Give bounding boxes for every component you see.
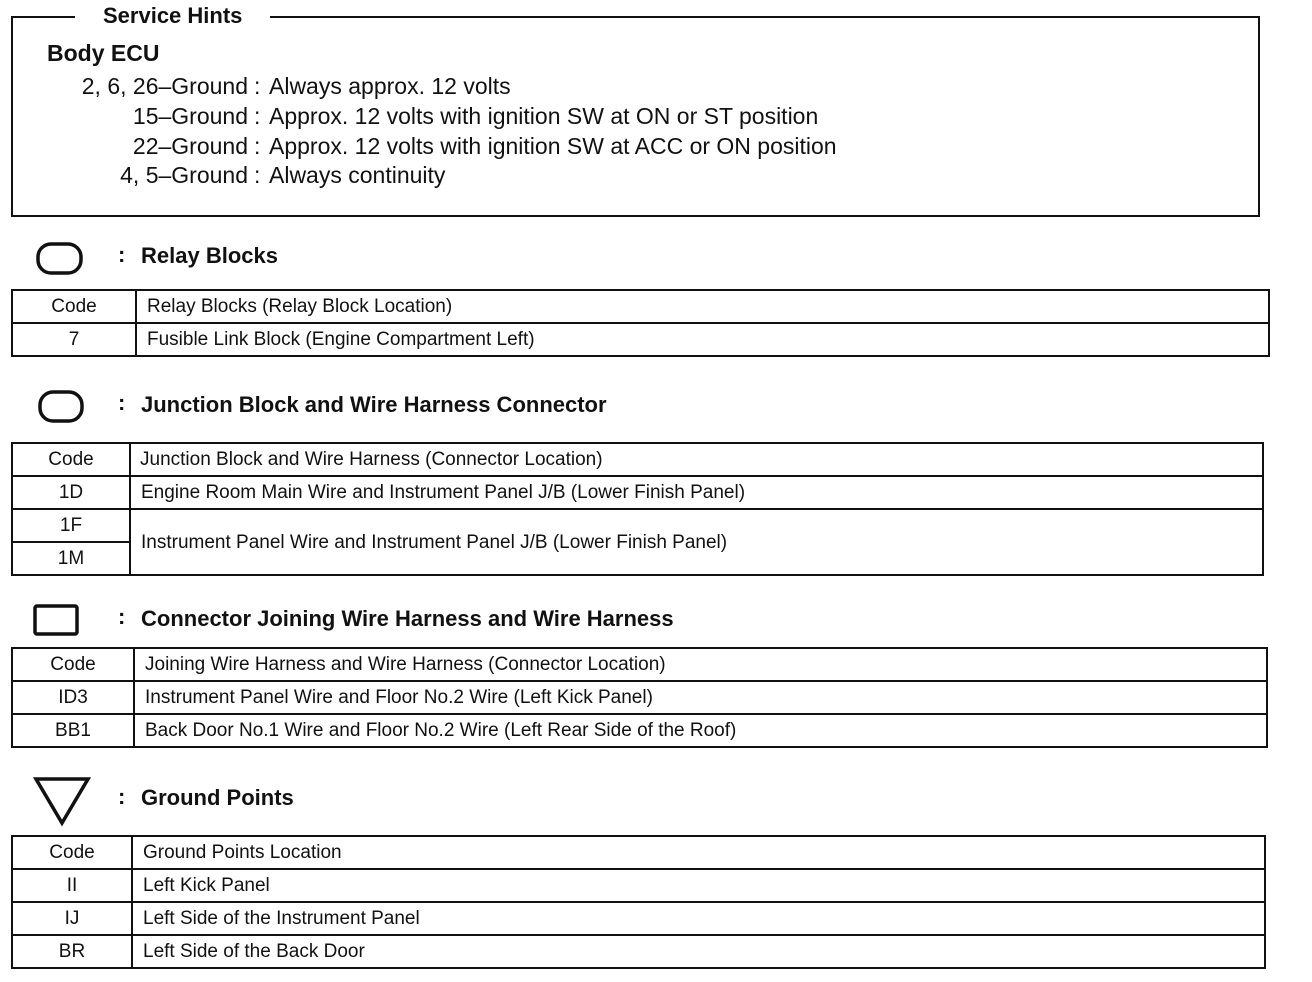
hint-row [0, 160, 1000, 190]
hint-separator: : [254, 73, 261, 99]
table-row [12, 902, 1265, 935]
connector-heading [0, 603, 900, 639]
heading-colon: : [118, 242, 126, 267]
heading-colon: : [118, 390, 126, 415]
location-cell: Left Kick Panel [132, 869, 1265, 902]
code-header: Code [12, 443, 130, 476]
table-row [12, 935, 1265, 968]
hint-terminal: 4, 5–Ground [120, 162, 248, 188]
code-header: Code [12, 836, 132, 869]
junction-block-title: Junction Block and Wire Harness Connector [141, 392, 607, 417]
code-cell: ID3 [12, 681, 134, 714]
location-cell: Engine Room Main Wire and Instrument Panel J/B (Lower Finish Panel) [130, 476, 1263, 509]
location-header: Ground Points Location [132, 836, 1265, 869]
connector-table [11, 647, 1268, 748]
hint-row [0, 101, 1000, 131]
hint-row [0, 71, 1000, 101]
table-header-row [12, 443, 1263, 476]
relay-blocks-heading [0, 240, 700, 276]
table-row [12, 323, 1269, 356]
location-header: Junction Block and Wire Harness (Connector Location) [130, 443, 1263, 476]
table-header-row [12, 290, 1269, 323]
code-cell: BB1 [12, 714, 134, 747]
location-cell: Fusible Link Block (Engine Compartment Left) [136, 323, 1269, 356]
relay-blocks-title: Relay Blocks [141, 243, 278, 268]
junction-block-table [11, 442, 1264, 576]
hint-separator: : [254, 162, 261, 188]
location-header: Joining Wire Harness and Wire Harness (Connector Location) [134, 648, 1267, 681]
location-cell: Instrument Panel Wire and Floor No.2 Wire (Left Kick Panel) [134, 681, 1267, 714]
code-cell: 1D [12, 476, 130, 509]
relay-block-rounded-rect-icon [36, 242, 84, 276]
hint-terminal: 15–Ground [132, 103, 248, 129]
location-cell: Back Door No.1 Wire and Floor No.2 Wire (Left Rear Side of the Roof) [134, 714, 1267, 747]
location-cell: Left Side of the Instrument Panel [132, 902, 1265, 935]
table-row [12, 509, 1263, 542]
hint-value: Approx. 12 volts with ignition SW at ACC or ON position [269, 133, 837, 159]
location-cell: Instrument Panel Wire and Instrument Panel J/B (Lower Finish Panel) [130, 509, 1263, 575]
ground-points-heading [0, 776, 700, 828]
hint-separator: : [254, 133, 261, 159]
service-hints-title: Service Hints [75, 2, 270, 30]
connector-square-rect-icon [33, 603, 81, 639]
code-header: Code [12, 290, 136, 323]
hint-terminal: 2, 6, 26–Ground [81, 73, 248, 99]
relay-blocks-table [11, 289, 1270, 357]
table-row [12, 714, 1267, 747]
code-cell: 7 [12, 323, 136, 356]
ground-triangle-icon [33, 776, 93, 828]
hint-value: Approx. 12 volts with ignition SW at ON or ST position [269, 103, 819, 129]
code-cell: 1M [12, 542, 130, 575]
ground-points-title: Ground Points [141, 785, 294, 810]
hint-value: Always continuity [269, 162, 446, 188]
junction-block-heading [0, 389, 900, 425]
table-row [12, 681, 1267, 714]
body-ecu-heading: Body ECU [47, 40, 160, 66]
junction-block-rounded-rect-icon [38, 390, 86, 424]
location-header: Relay Blocks (Relay Block Location) [136, 290, 1269, 323]
hint-row [0, 131, 1000, 161]
heading-colon: : [118, 784, 126, 809]
code-cell: BR [12, 935, 132, 968]
code-cell: IJ [12, 902, 132, 935]
code-cell: II [12, 869, 132, 902]
table-row [12, 869, 1265, 902]
hint-terminal: 22–Ground [132, 133, 248, 159]
heading-colon: : [118, 604, 126, 629]
code-cell: 1F [12, 509, 130, 542]
table-header-row [12, 648, 1267, 681]
location-cell: Left Side of the Back Door [132, 935, 1265, 968]
table-row [12, 476, 1263, 509]
ground-points-table [11, 835, 1266, 969]
hint-value: Always approx. 12 volts [269, 73, 511, 99]
connector-title: Connector Joining Wire Harness and Wire Harness [141, 606, 674, 631]
code-header: Code [12, 648, 134, 681]
hint-separator: : [254, 103, 261, 129]
table-header-row [12, 836, 1265, 869]
